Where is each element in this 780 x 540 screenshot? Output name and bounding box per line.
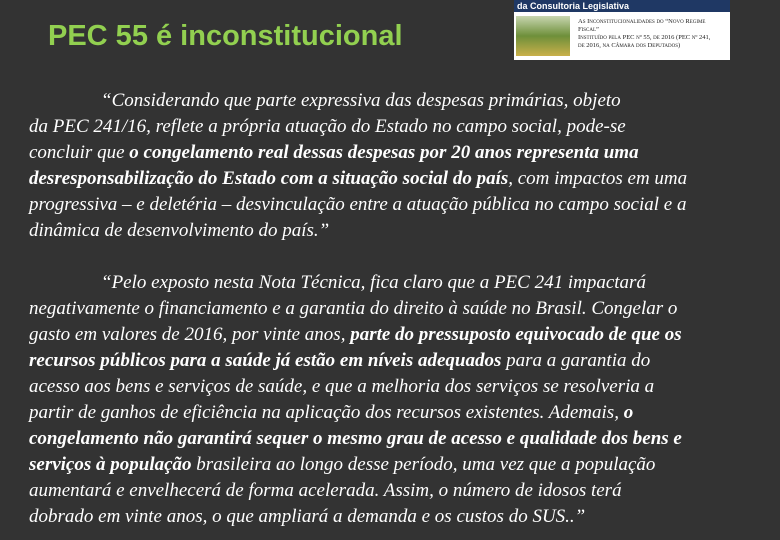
quote-line: serviços à população brasileira ao longo desse período, uma vez que a população [29, 454, 656, 475]
quote-line: “Considerando que parte expressiva das despesas primárias, objeto [101, 90, 621, 111]
quote-line: da PEC 241/16, reflete a própria atuação do Estado no campo social, pode-se [29, 116, 626, 137]
thumbnail-header: da Consultoria Legislativa [514, 0, 730, 12]
slide-title: PEC 55 é inconstitucional [48, 20, 403, 52]
document-cover-thumbnail [514, 0, 730, 60]
quote-line: “Pelo exposto nesta Nota Técnica, fica claro que a PEC 241 impactará [101, 272, 646, 293]
logo-image [516, 16, 570, 56]
thumbnail-caption: As Inconstitucionalidades do “Novo Regime Fiscal” Instituído pela PEC nº 55, de 2016 (PEC nº 241, de 2016, na Câmara dos Deputados) [578, 18, 711, 49]
quote-line: acesso aos bens e serviços de saúde, e que a melhoria dos serviços se resolveria a [29, 376, 655, 397]
quote-line: congelamento não garantirá sequer o mesmo grau de acesso e qualidade dos bens e [29, 428, 682, 449]
quote-line: dobrado em vinte anos, o que ampliará a demanda e os custos do SUS..” [29, 506, 586, 527]
quote-line: aumentará e envelhecerá de forma acelerada. Assim, o número de idosos terá [29, 480, 622, 501]
quote-paragraph-1 [29, 88, 780, 244]
quote-line: dinâmica de desenvolvimento do país.” [29, 220, 330, 241]
quote-paragraph-2 [29, 270, 780, 530]
quote-line: negativamente o financiamento e a garantia do direito à saúde no Brasil. Congelar o [29, 298, 678, 319]
quote-line: desresponsabilização do Estado com a situação social do país, com impactos em uma [29, 168, 688, 189]
quote-line: gasto em valores de 2016, por vinte anos, parte do pressuposto equivocado de que os [29, 324, 682, 345]
quote-line: concluir que o congelamento real dessas despesas por 20 anos representa uma [29, 142, 639, 163]
quote-line: partir de ganhos de eficiência na aplicação dos recursos existentes. Ademais, o [29, 402, 634, 423]
quote-line: progressiva – e deletéria – desvinculação entre a atuação pública no campo social e a [29, 194, 687, 215]
quote-line: recursos públicos para a saúde já estão em níveis adequados para a garantia do [29, 350, 651, 371]
